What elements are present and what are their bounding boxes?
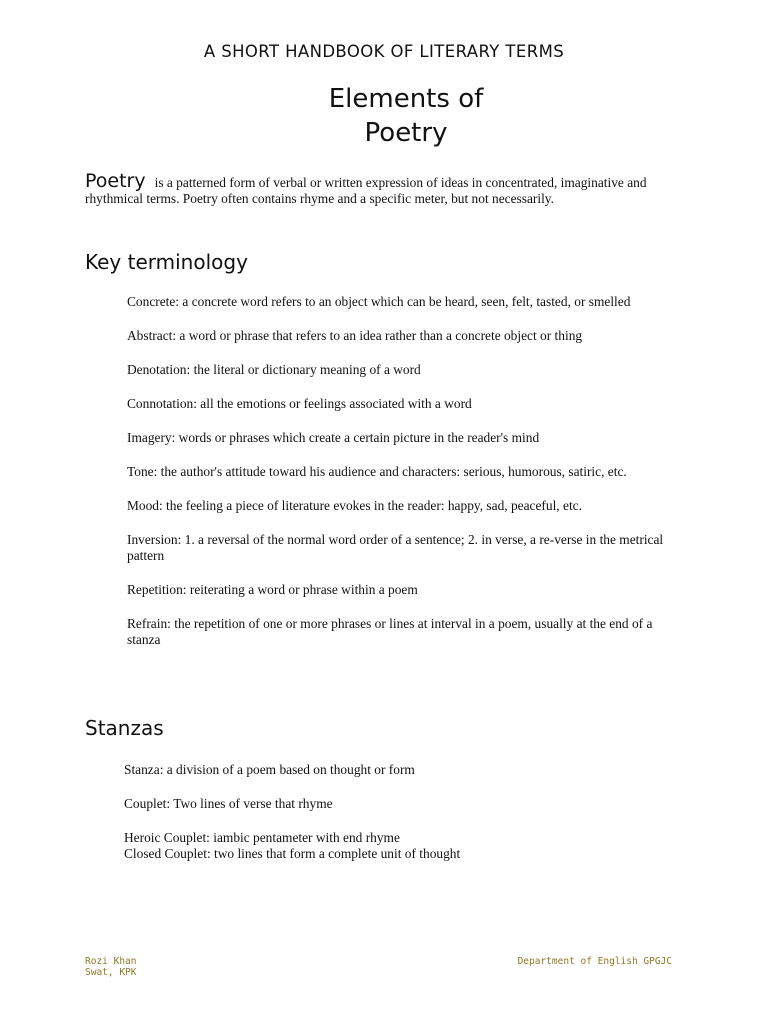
- title-line-2: Poetry: [364, 118, 448, 148]
- title-line-1: Elements of: [328, 84, 484, 114]
- handbook-header: A SHORT HANDBOOK OF LITERARY TERMS: [203, 42, 565, 61]
- intro-term: Poetry: [85, 170, 146, 192]
- intro-text: is a patterned form of verbal or written expression of ideas in concentrated, imaginative and rhythmical terms. Poetry often contains rhyme and a specific meter, but not necessarily.: [85, 175, 647, 206]
- term-entry: Concrete: a concrete word refers to an object which can be heard, seen, felt, tasted, or smelled: [127, 294, 631, 309]
- footer-author-name: Rozi Khan: [85, 956, 137, 967]
- term-entry: Refrain: the repetition of one or more phrases or lines at interval in a poem, usually at the end of a stanza: [127, 616, 653, 647]
- intro-paragraph: [85, 170, 675, 206]
- term-entry: Tone: the author's attitude toward his audience and characters: serious, humorous, satiric, etc.: [127, 464, 627, 479]
- footer-department: Department of English GPGJC: [517, 956, 672, 967]
- page-title: [0, 82, 768, 150]
- term-entry: Denotation: the literal or dictionary meaning of a word: [127, 362, 421, 377]
- stanzas-heading: Stanzas: [85, 716, 164, 740]
- term-entry: Abstract: a word or phrase that refers to an idea rather than a concrete object or thing: [127, 328, 583, 343]
- key-terminology-heading: Key terminology: [85, 250, 248, 274]
- term-entry: Connotation: all the emotions or feelings associated with a word: [127, 396, 472, 411]
- stanzas-list: [124, 762, 684, 862]
- closed-couplet-entry: Closed Couplet: two lines that form a complete unit of thought: [124, 846, 461, 861]
- term-entry: Repetition: reiterating a word or phrase within a poem: [127, 582, 418, 597]
- term-entry: Imagery: words or phrases which create a certain picture in the reader's mind: [127, 430, 540, 445]
- term-entry: Inversion: 1. a reversal of the normal word order of a sentence; 2. in verse, a re-verse in the metrical pattern: [127, 532, 664, 563]
- term-entry: Mood: the feeling a piece of literature evokes in the reader: happy, sad, peaceful, etc.: [127, 498, 582, 513]
- heroic-couplet-entry: Heroic Couplet: iambic pentameter with end rhyme: [124, 830, 400, 845]
- stanza-entry: Couplet: Two lines of verse that rhyme: [124, 796, 333, 811]
- footer-author: [85, 956, 136, 978]
- stanza-entry: Stanza: a division of a poem based on thought or form: [124, 762, 415, 777]
- footer-location: Swat, KPK: [85, 967, 137, 978]
- key-terminology-list: [127, 294, 672, 666]
